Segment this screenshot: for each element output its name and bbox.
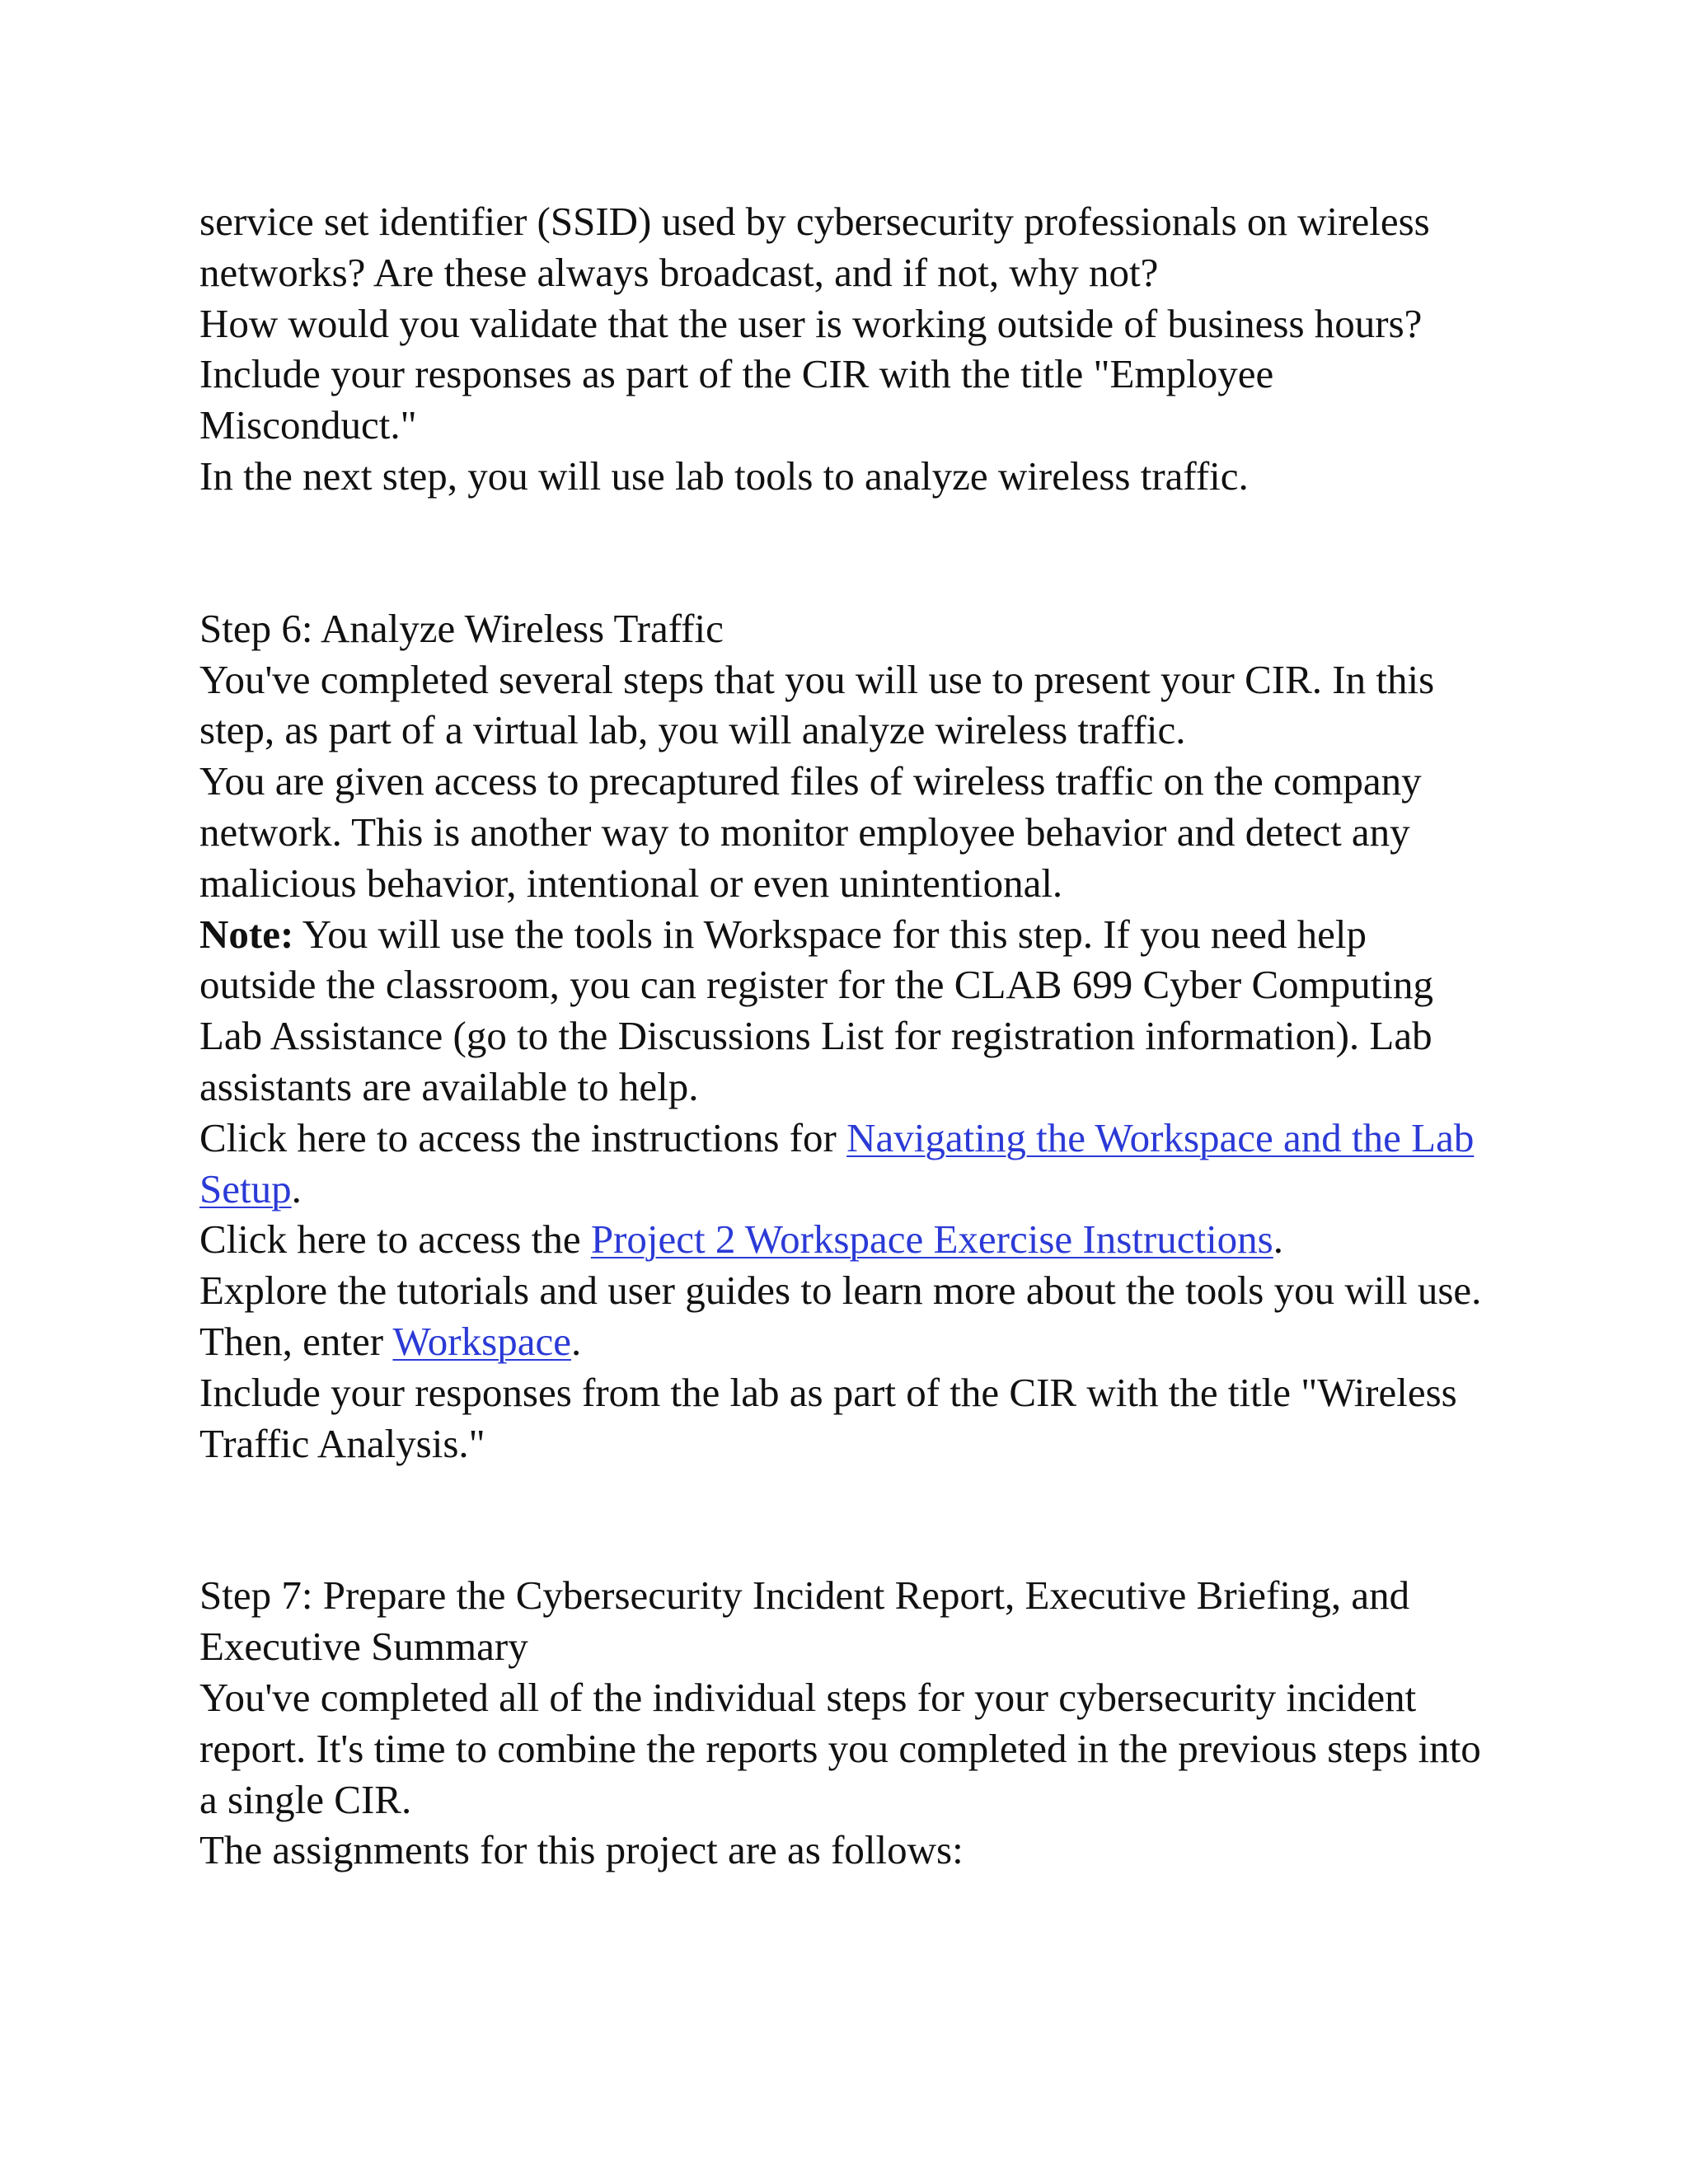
ssid-question-text: service set identifier (SSID) used by cybersecurity professionals on wireless networks? Are these always broadcast, and if not, why not?	[199, 199, 1430, 295]
note-label: Note:	[199, 911, 294, 957]
employee-misconduct-instruction: Include your responses as part of the CIR with the title "Employee Misconduct."	[199, 351, 1274, 448]
step-7-intro-text: You've completed all of the individual steps for your cybersecurity incident report. It's time to combine the reports you completed in the previous steps into a single CIR.	[199, 1674, 1481, 1822]
navigating-suffix: .	[291, 1165, 302, 1212]
assignments-intro-text: The assignments for this project are as follows:	[199, 1827, 964, 1873]
step-6-note	[199, 909, 1485, 1113]
section-gap	[199, 1469, 1485, 1570]
step-6-precaptured-text: You are given access to precaptured files of wireless traffic on the company network. This is another way to monitor employee behavior and detect any malicious behavior, intentional or even unintentional.	[199, 758, 1422, 906]
project-2-workspace-exercise-link[interactable]: Project 2 Workspace Exercise Instructions	[590, 1216, 1273, 1263]
note-text: You will use the tools in Workspace for this step. If you need help outside the classroom, you can register for the CLAB 699 Cyber Computing Lab Assistance (go to the Discussions List for registration information). Lab assistants are available to help.	[199, 911, 1433, 1109]
explore-prefix: Explore the tutorials and user guides to learn more about the tools you will use. Then, enter	[199, 1268, 1482, 1364]
navigating-prefix: Click here to access the instructions for	[199, 1114, 847, 1160]
navigating-workspace-link[interactable]: Navigating the Workspace and the Lab Setup	[199, 1114, 1475, 1212]
explore-tutorials-line	[199, 1265, 1485, 1367]
document-body	[199, 196, 1485, 1876]
wireless-traffic-analysis-instruction: Include your responses from the lab as part of the CIR with the title "Wireless Traffic Analysis."	[199, 1369, 1457, 1466]
project-prefix: Click here to access the	[199, 1216, 591, 1263]
step-6-intro-text: You've completed several steps that you will use to present your CIR. In this step, as part of a virtual lab, you will analyze wireless traffic.	[199, 656, 1435, 753]
validate-hours-question-text: How would you validate that the user is working outside of business hours?	[199, 300, 1423, 346]
section-gap	[199, 502, 1485, 603]
project-instructions-line	[199, 1214, 1485, 1265]
explore-suffix: .	[570, 1318, 582, 1364]
next-step-text: In the next step, you will use lab tools to analyze wireless traffic.	[199, 452, 1249, 499]
navigating-instructions-line	[199, 1113, 1485, 1215]
workspace-link[interactable]: Workspace	[392, 1318, 571, 1364]
step-7-heading: Step 7: Prepare the Cybersecurity Incident Report, Executive Briefing, and Executive Summary	[199, 1572, 1410, 1670]
step-6-heading: Step 6: Analyze Wireless Traffic	[199, 605, 724, 651]
project-suffix: .	[1273, 1216, 1283, 1263]
